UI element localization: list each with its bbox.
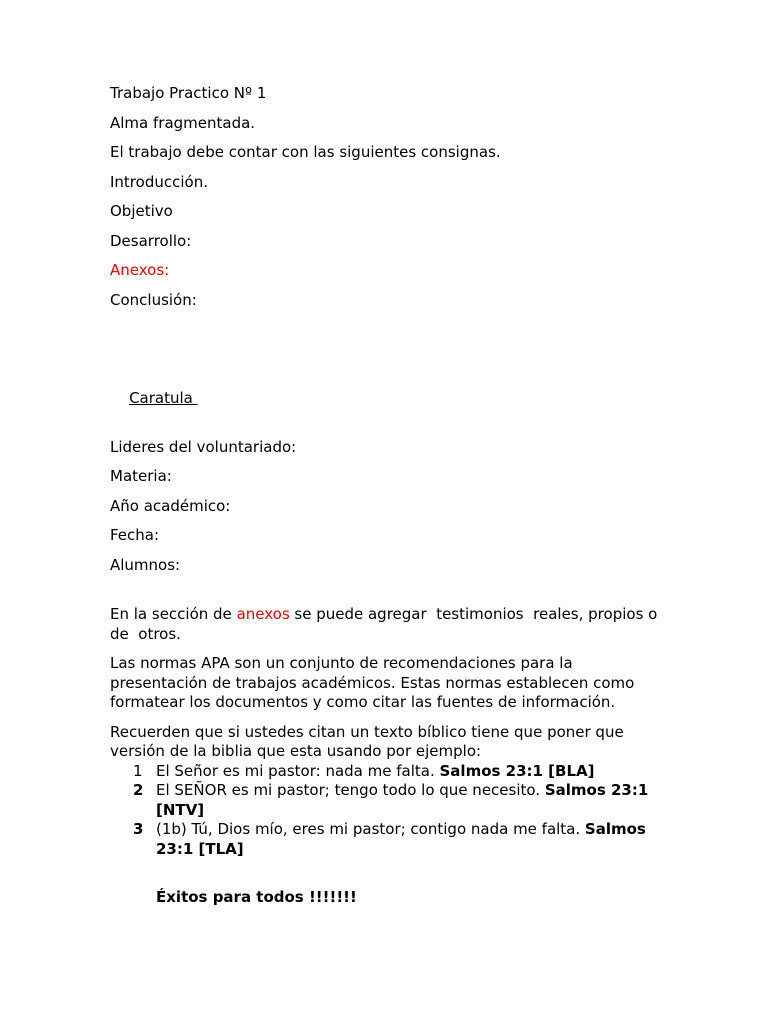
example-text: El Señor es mi pastor: nada me falta. — [156, 761, 440, 780]
apa-paragraph: Las normas APA son un conjunto de recomendaciones para la presentación de trabajos académicos. Estas normas establecen como formatear los documentos y como citar las fuentes de información. — [110, 654, 640, 711]
anexos-paragraph-before: En la sección de — [110, 605, 237, 623]
list-number: 3 — [133, 820, 144, 838]
spacer — [110, 320, 670, 369]
document-title: Trabajo Practico Nº 1 — [110, 84, 267, 102]
caratula-field-materia: Materia: — [110, 467, 172, 485]
example-text: (1b) Tú, Dios mío, eres mi pastor; contigo nada me falta. — [156, 820, 585, 838]
example-reference: Salmos 23:1 [BLA] — [439, 761, 595, 780]
example-text: El SEÑOR es mi pastor; tengo todo lo que necesito. — [156, 781, 545, 799]
anexos-paragraph — [110, 605, 670, 644]
list-number: 1 — [133, 761, 143, 780]
example-list — [110, 762, 670, 860]
list-item — [110, 781, 670, 820]
caratula-field-anio: Año académico: — [110, 496, 231, 515]
consigna-desarrollo: Desarrollo: — [110, 231, 192, 250]
consigna-anexos: Anexos: — [110, 261, 170, 279]
document-page — [110, 84, 670, 908]
caratula-section — [110, 369, 670, 428]
closing-line: Éxitos para todos !!!!!!! — [156, 888, 357, 906]
caratula-field-alumnos: Alumnos: — [110, 555, 181, 574]
consigna-conclusion: Conclusión: — [110, 290, 197, 309]
document-subtitle: Alma fragmentada. — [110, 113, 256, 132]
intro-line: El trabajo debe contar con las siguientes consignas. — [110, 143, 501, 161]
anexos-highlight: anexos — [236, 605, 290, 623]
consigna-objetivo: Objetivo — [110, 202, 173, 220]
list-item — [110, 762, 670, 782]
consigna-introduccion: Introducción. — [110, 172, 208, 191]
biblia-paragraph: Recuerden que si ustedes citan un texto bíblico tiene que poner que versión de la biblia que esta usando por ejemplo: — [110, 722, 629, 760]
example-reference: Salmos 23:1 [NTV] — [156, 781, 649, 819]
list-item — [110, 820, 670, 859]
example-reference: Salmos 23:1 [TLA] — [156, 820, 646, 858]
list-number: 2 — [133, 781, 144, 799]
anexos-paragraph-after: se puede agregar testimonios reales, propios o de otros. — [110, 605, 663, 643]
caratula-heading: Caratula — [129, 388, 198, 407]
spacer — [110, 585, 670, 605]
caratula-field-lideres: Lideres del voluntariado: — [110, 437, 297, 456]
caratula-field-fecha: Fecha: — [110, 526, 160, 544]
